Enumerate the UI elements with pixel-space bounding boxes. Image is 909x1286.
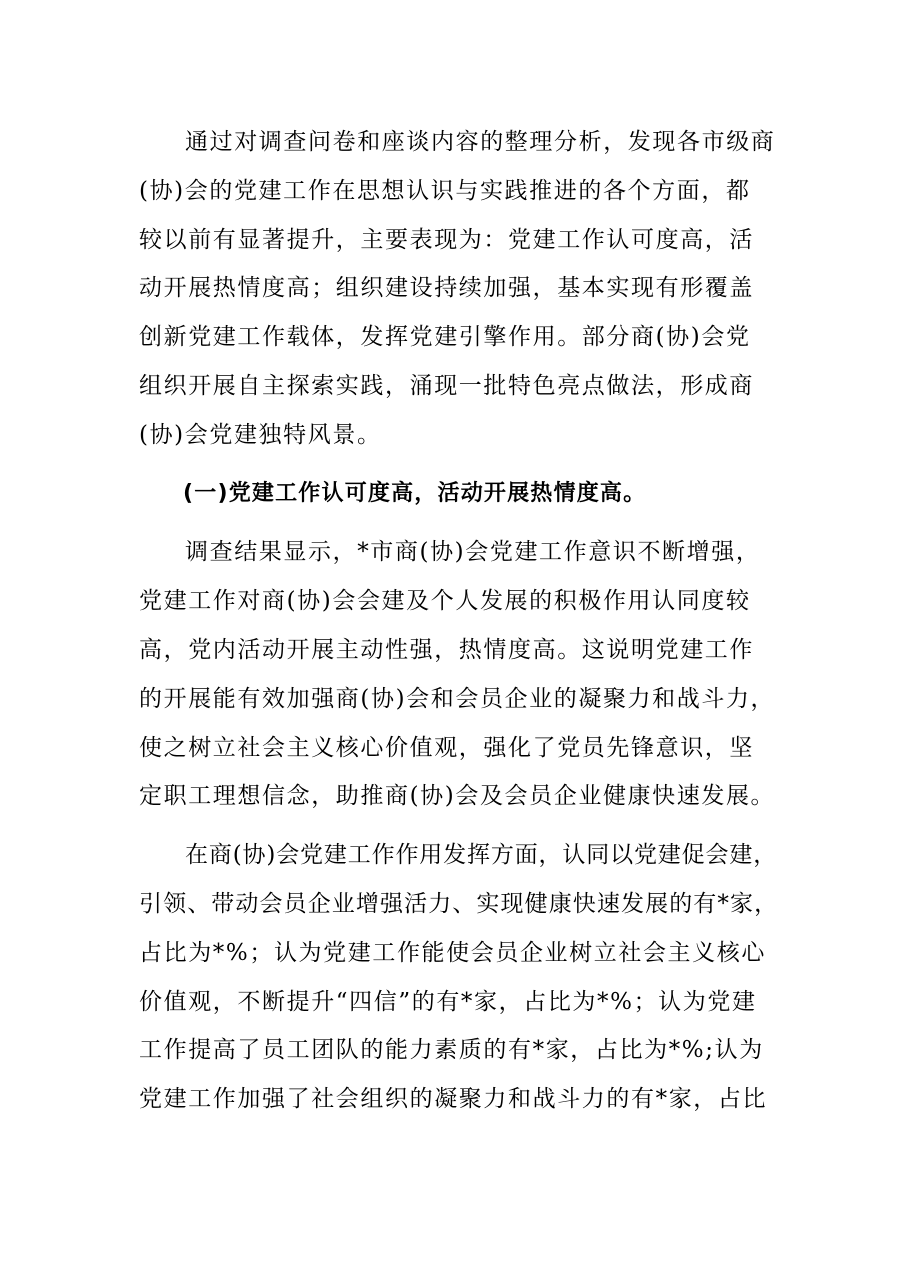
paragraph-line: 高，党内活动开展主动性强，热情度高。这说明党建工作 xyxy=(139,636,754,663)
paragraph-line: 党建工作加强了社会组织的凝聚力和战斗力的有*家，占比 xyxy=(139,1086,768,1113)
intro-paragraph xyxy=(139,118,779,460)
section-heading: (一)党建工作认可度高，活动开展热情度高。 xyxy=(183,480,647,506)
paragraph-line: 工作提高了员工团队的能力素质的有*家，占比为*%;认为 xyxy=(139,1037,764,1064)
paragraph-line: 占比为*%；认为党建工作能使会员企业树立社会主义核心 xyxy=(139,939,766,966)
paragraph-line: 通过对调查问卷和座谈内容的整理分析，发现各市级商 xyxy=(185,129,776,155)
paragraph-line: 价值观，不断提升“四信”的有*家，占比为*%；认为党建 xyxy=(139,988,757,1015)
paragraph-line: (协)会的党建工作在思想认识与实践推进的各个方面，都 xyxy=(139,177,751,204)
paragraph-line: 较以前有显著提升，主要表现为：党建工作认可度高，活 xyxy=(139,226,754,253)
survey-results-paragraph xyxy=(139,528,779,821)
paragraph-line: (协)会党建独特风景。 xyxy=(139,421,382,448)
paragraph-line: 调查结果显示，*市商(协)会党建工作意识不断增强， xyxy=(185,539,761,566)
document-body xyxy=(139,118,779,1124)
paragraph-line: 动开展热情度高；组织建设持续加强，基本实现有形覆盖 xyxy=(139,275,754,302)
paragraph-line: 创新党建工作载体，发挥党建引擎作用。部分商(协)会党 xyxy=(139,324,751,351)
paragraph-line: 在商(协)会党建工作作用发挥方面，认同以党建促会建， xyxy=(185,842,778,869)
paragraph-line: 定职工理想信念，助推商(协)会及会员企业健康快速发展。 xyxy=(139,783,776,810)
paragraph-line: 党建工作对商(协)会会建及个人发展的积极作用认同度较 xyxy=(139,588,751,615)
paragraph-line: 的开展能有效加强商(协)会和会员企业的凝聚力和战斗力， xyxy=(139,685,776,712)
paragraph-line: 引领、带动会员企业增强活力、实现健康快速发展的有*家， xyxy=(139,890,779,917)
role-assessment-paragraph xyxy=(139,831,779,1124)
paragraph-line: 组织开展自主探索实践，涌现一批特色亮点做法，形成商 xyxy=(139,372,754,399)
paragraph-line: 使之树立社会主义核心价值观，强化了党员先锋意识，坚 xyxy=(139,734,754,761)
